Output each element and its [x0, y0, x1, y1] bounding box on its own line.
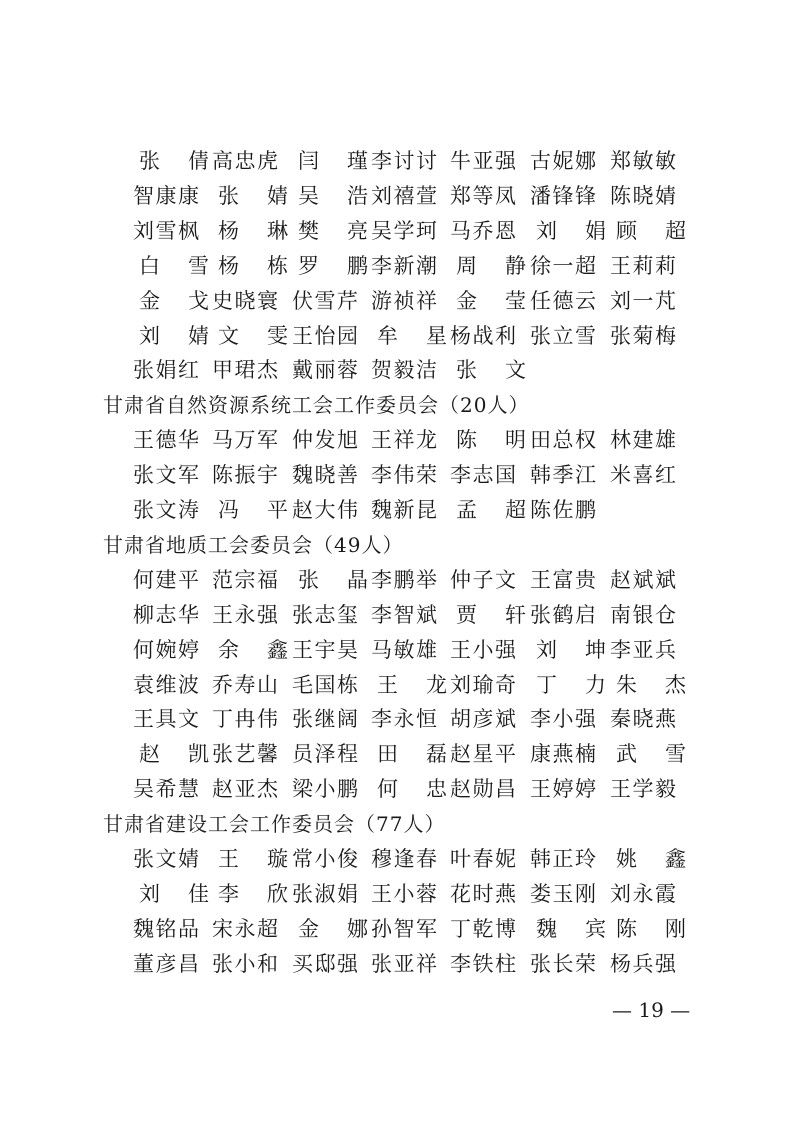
member-name: 张文婧 — [133, 847, 199, 871]
member-name: 李智斌 — [371, 602, 437, 627]
member-name: 张文涛 — [133, 498, 199, 522]
member-name: 闫 瑾 — [298, 149, 368, 173]
member-name: 刘 坤 — [536, 637, 606, 662]
member-name: 李伟荣 — [371, 463, 437, 488]
member-name: 王 璇 — [218, 847, 288, 871]
member-name: 宋永超 — [212, 916, 278, 941]
member-name: 马敏雄 — [371, 637, 437, 662]
member-name: 文 雯 — [218, 323, 288, 348]
member-name: 常小俊 — [292, 847, 358, 871]
member-name: 魏铭品 — [133, 916, 199, 941]
member-name: 韩季江 — [530, 463, 596, 488]
member-name: 张立雪 — [530, 323, 596, 348]
member-name: 毛国栋 — [292, 672, 358, 697]
member-name: 刘永霞 — [610, 881, 676, 906]
member-name: 胡彦斌 — [450, 707, 516, 732]
member-name: 杨战利 — [450, 323, 516, 348]
member-name: 王德华 — [133, 428, 199, 453]
member-name: 王永强 — [212, 602, 278, 627]
name-row — [0, 597, 800, 633]
member-name: 何建平 — [133, 567, 199, 592]
member-name: 柳志华 — [133, 602, 199, 627]
member-name: 陈晓婧 — [610, 183, 676, 208]
member-name: 金 戈 — [139, 288, 209, 313]
member-name: 仲子文 — [450, 567, 516, 592]
name-row — [0, 562, 800, 598]
member-name: 袁维波 — [133, 672, 199, 697]
name-row — [0, 911, 800, 947]
member-name: 范宗福 — [212, 567, 278, 592]
member-name: 田总权 — [530, 428, 596, 453]
member-name: 刘 婧 — [139, 323, 209, 348]
section-heading: 甘肃省地质工会委员会（49人） — [103, 532, 404, 557]
member-name: 林建雄 — [610, 428, 676, 453]
member-name: 金 娜 — [298, 916, 368, 941]
member-name: 王学毅 — [610, 777, 676, 802]
member-name: 张亚祥 — [371, 951, 437, 976]
member-name: 游祯祥 — [371, 288, 437, 313]
member-name: 马乔恩 — [450, 218, 516, 243]
member-name: 乔寿山 — [212, 672, 278, 697]
name-row — [0, 248, 800, 284]
member-name: 韩正玲 — [530, 847, 596, 871]
member-name: 张菊梅 — [610, 323, 676, 348]
member-name: 赵星平 — [450, 742, 516, 767]
member-name: 丁 力 — [536, 672, 606, 697]
member-name: 员泽程 — [292, 742, 358, 767]
member-name: 张长荣 — [530, 951, 596, 976]
member-name: 王祥龙 — [371, 428, 437, 453]
member-name: 南银仓 — [610, 602, 676, 627]
member-name: 王 龙 — [377, 672, 447, 697]
member-name: 穆逢春 — [371, 847, 437, 871]
member-name: 李志国 — [450, 463, 516, 488]
member-name: 李 欣 — [218, 881, 288, 906]
member-name: 米喜红 — [610, 463, 676, 488]
member-name: 孙智军 — [371, 916, 437, 941]
member-name: 张娟红 — [133, 358, 199, 383]
member-name: 田 磊 — [377, 742, 447, 767]
member-name: 郑敏敏 — [610, 149, 676, 173]
section-heading: 甘肃省自然资源系统工会工作委员会（20人） — [103, 393, 530, 418]
member-name: 何 忠 — [377, 777, 447, 802]
member-name: 甲珺杰 — [212, 358, 278, 383]
member-name: 张艺馨 — [212, 742, 278, 767]
member-name: 吴希慧 — [133, 777, 199, 802]
member-name: 吴 浩 — [298, 183, 368, 208]
member-name: 刘 娟 — [536, 218, 606, 243]
page-number: — 19 — — [612, 998, 691, 1022]
member-name: 姚 鑫 — [616, 847, 686, 871]
member-name: 张继阔 — [292, 707, 358, 732]
member-name: 董彦昌 — [133, 951, 199, 976]
member-name: 张文军 — [133, 463, 199, 488]
member-name: 刘 佳 — [139, 881, 209, 906]
member-name: 古妮娜 — [530, 149, 596, 173]
member-name: 娄玉刚 — [530, 881, 596, 906]
member-name: 叶春妮 — [450, 847, 516, 871]
member-name: 贾 轩 — [456, 602, 526, 627]
member-name: 魏晓善 — [292, 463, 358, 488]
member-name: 潘锋锋 — [530, 183, 596, 208]
member-name: 冯 平 — [218, 498, 288, 522]
member-name: 牟 星 — [377, 323, 447, 348]
member-name: 杨 栋 — [218, 253, 288, 278]
name-row — [0, 771, 800, 807]
member-name: 买邸强 — [292, 951, 358, 976]
member-name: 刘一芃 — [610, 288, 676, 313]
member-name: 李新潮 — [371, 253, 437, 278]
member-name: 王婷婷 — [530, 777, 596, 802]
member-name: 秦晓燕 — [610, 707, 676, 732]
member-name: 赵勋昌 — [450, 777, 516, 802]
member-name: 陈 明 — [456, 428, 526, 453]
member-name: 张小和 — [212, 951, 278, 976]
member-name: 康燕楠 — [530, 742, 596, 767]
member-name: 赵斌斌 — [610, 567, 676, 592]
member-name: 孟 超 — [456, 498, 526, 522]
member-name: 杨兵强 — [610, 951, 676, 976]
name-row — [0, 143, 800, 179]
member-name: 吴学珂 — [371, 218, 437, 243]
member-name: 王小蓉 — [371, 881, 437, 906]
member-name: 张淑娟 — [292, 881, 358, 906]
member-name: 王宇昊 — [292, 637, 358, 662]
member-name: 徐一超 — [530, 253, 596, 278]
name-row — [0, 213, 800, 249]
member-name: 伏雪芹 — [292, 288, 358, 313]
member-name: 王富贵 — [530, 567, 596, 592]
member-name: 何婉婷 — [133, 637, 199, 662]
member-name: 刘瑜奇 — [450, 672, 516, 697]
name-row — [0, 422, 800, 458]
member-name: 李铁柱 — [450, 951, 516, 976]
member-name: 李讨讨 — [371, 149, 437, 173]
member-name: 张 婧 — [218, 183, 288, 208]
name-row — [0, 701, 800, 737]
member-name: 张 晶 — [298, 567, 368, 592]
name-row — [0, 736, 800, 772]
member-name: 史晓寰 — [212, 288, 278, 313]
member-name: 魏新昆 — [371, 498, 437, 522]
member-name: 白 雪 — [139, 253, 209, 278]
member-name: 武 雪 — [616, 742, 686, 767]
member-name: 花时燕 — [450, 881, 516, 906]
member-name: 仲发旭 — [292, 428, 358, 453]
member-name: 顾 超 — [616, 218, 686, 243]
member-name: 张志玺 — [292, 602, 358, 627]
section-heading: 甘肃省建设工会工作委员会（77人） — [103, 812, 446, 837]
member-name: 丁乾博 — [450, 916, 516, 941]
member-name: 陈 刚 — [616, 916, 686, 941]
name-row — [0, 457, 800, 493]
member-name: 陈佐鹏 — [530, 498, 596, 522]
member-name: 金 莹 — [456, 288, 526, 313]
member-name: 李小强 — [530, 707, 596, 732]
member-name: 牛亚强 — [450, 149, 516, 173]
member-name: 赵大伟 — [292, 498, 358, 522]
member-name: 魏 宾 — [536, 916, 606, 941]
member-name: 张 文 — [456, 358, 526, 383]
name-row — [0, 283, 800, 319]
member-name: 王怡园 — [292, 323, 358, 348]
name-row — [0, 632, 800, 668]
name-row — [0, 492, 800, 528]
member-name: 郑等凤 — [450, 183, 516, 208]
member-name: 王具文 — [133, 707, 199, 732]
member-name: 周 静 — [456, 253, 526, 278]
member-name: 张 倩 — [139, 149, 209, 173]
member-name: 刘雪枫 — [133, 218, 199, 243]
member-name: 王小强 — [450, 637, 516, 662]
member-name: 李亚兵 — [610, 637, 676, 662]
member-name: 余 鑫 — [218, 637, 288, 662]
name-row — [0, 318, 800, 354]
member-name: 戴丽蓉 — [292, 358, 358, 383]
member-name: 李鹏举 — [371, 567, 437, 592]
member-name: 罗 鹏 — [298, 253, 368, 278]
member-name: 陈振宇 — [212, 463, 278, 488]
name-row — [0, 667, 800, 703]
member-name: 朱 杰 — [616, 672, 686, 697]
member-name: 赵 凯 — [139, 742, 209, 767]
member-name: 李永恒 — [371, 707, 437, 732]
member-name: 王莉莉 — [610, 253, 676, 278]
name-row — [0, 876, 800, 912]
member-name: 任德云 — [530, 288, 596, 313]
member-name: 智康康 — [133, 183, 199, 208]
member-name: 高忠虎 — [212, 149, 278, 173]
member-name: 杨 琳 — [218, 218, 288, 243]
name-row — [0, 352, 800, 388]
member-name: 丁冉伟 — [212, 707, 278, 732]
member-name: 梁小鹏 — [292, 777, 358, 802]
member-name: 刘禧萱 — [371, 183, 437, 208]
member-name: 张鹤启 — [530, 602, 596, 627]
name-row — [0, 178, 800, 214]
member-name: 马万军 — [212, 428, 278, 453]
member-name: 赵亚杰 — [212, 777, 278, 802]
member-name: 贺毅洁 — [371, 358, 437, 383]
member-name: 樊 亮 — [298, 218, 368, 243]
name-row — [0, 841, 800, 877]
name-row — [0, 946, 800, 982]
